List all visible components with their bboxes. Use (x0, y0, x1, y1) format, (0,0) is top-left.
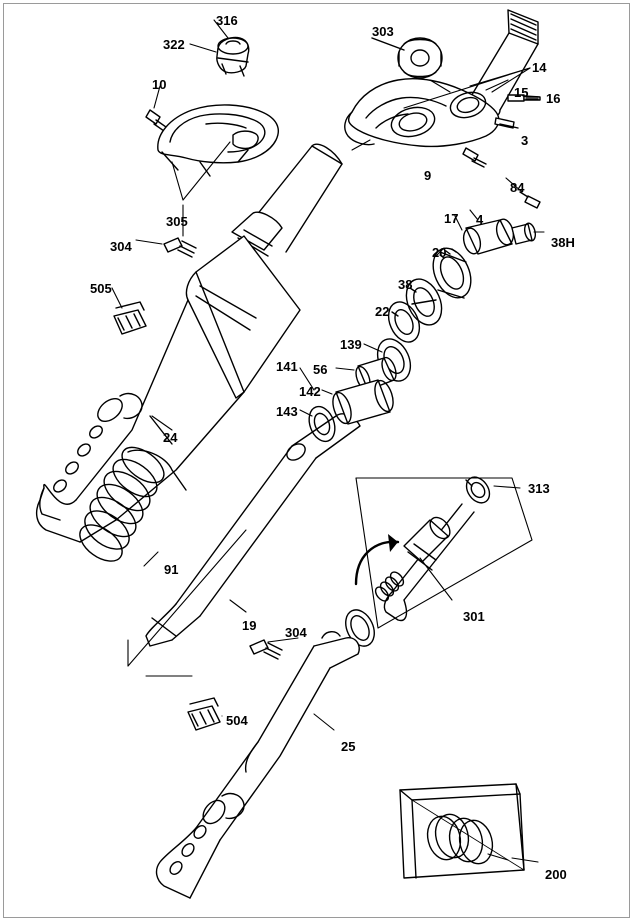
callout-141: 141 (276, 359, 298, 374)
callout-139: 139 (340, 337, 362, 352)
callout-17: 17 (444, 211, 459, 226)
callout-19: 19 (242, 618, 257, 633)
callout-316: 316 (216, 13, 238, 28)
callout-56: 56 (313, 362, 328, 377)
callout-200: 200 (545, 867, 567, 882)
callout-304-lower: 304 (285, 625, 307, 640)
callout-142: 142 (299, 384, 321, 399)
callout-22: 22 (375, 304, 390, 319)
callout-504: 504 (226, 713, 248, 728)
callout-24: 24 (163, 430, 178, 445)
callout-15: 15 (514, 85, 529, 100)
callout-20: 20 (432, 245, 447, 260)
callout-14: 14 (532, 60, 547, 75)
callout-25: 25 (341, 739, 356, 754)
callout-305: 305 (166, 214, 188, 229)
callout-9: 9 (424, 168, 432, 183)
callout-304-upper: 304 (110, 239, 132, 254)
callout-10: 10 (152, 77, 167, 92)
callout-3: 3 (521, 133, 529, 148)
callout-4: 4 (476, 212, 484, 227)
callout-505: 505 (90, 281, 112, 296)
callout-303: 303 (372, 24, 394, 39)
callout-84: 84 (510, 180, 525, 195)
callout-38: 38 (398, 277, 413, 292)
callout-91: 91 (164, 562, 179, 577)
callout-16: 16 (546, 91, 561, 106)
callout-313: 313 (528, 481, 550, 496)
callout-322: 322 (163, 37, 185, 52)
callout-143: 143 (276, 404, 298, 419)
callout-301: 301 (463, 609, 485, 624)
callout-38H: 38H (551, 235, 575, 250)
